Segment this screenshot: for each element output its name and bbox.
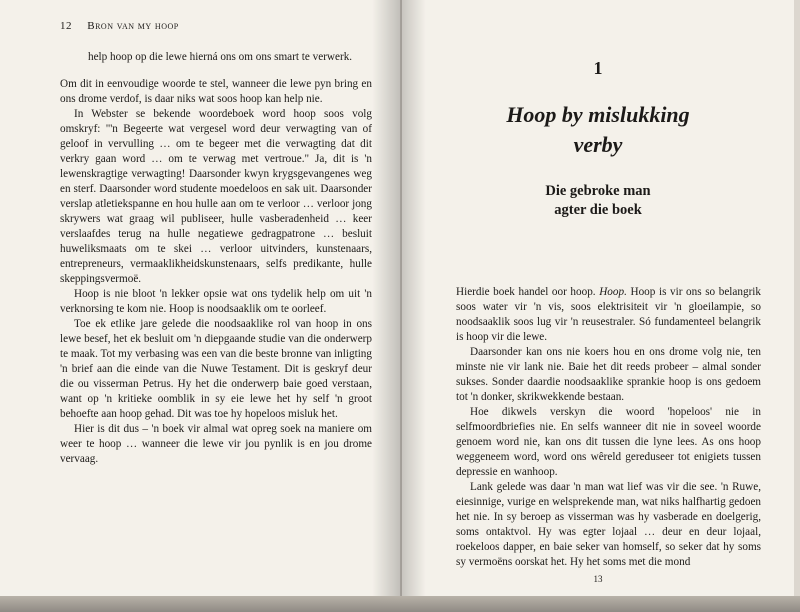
left-paragraph: Toe ek etlike jare gelede die noodsaaklike rol van hoop in ons lewe besef, het ek besluit om 'n diepgaande studie van die onderwerp te maak. Tot my verbasing was een van die beste bronne van inligting 'n brief aan die einde van die Nuwe Testament. Dit is geskryf deur die ou visserman Petrus. Hy het die onderwerp baie goed verstaan, want op 'n kritieke oomblik in sy eie lewe het hy self 'n groot behoefte aan hoop gehad. Dit was toe hy hopeloos misluk het. <box>60 318 372 420</box>
right-opening-paragraph <box>456 285 761 345</box>
right-body-text <box>456 285 761 570</box>
running-head-title: Bron van my hoop <box>87 20 179 32</box>
right-paragraph: Hoe dikwels verskyn die woord 'hopeloos' nie in selfmoordbriefies nie. En selfs wanneer dit nie in soveel woorde genoem word nie, kan ons dit tussen die lyne lees. As ons hoop weggeneem word, word ons wêreld gereduseer tot enigiets tussen depressie en wanhoop. <box>456 406 761 478</box>
chapter-subtitle-line-2: agter die boek <box>554 202 642 218</box>
right-paragraph: Lank gelede was daar 'n man wat lief was vir die see. 'n Ruwe, eiesinnige, vurige en welsprekende man, wat niks halfhartig gedoen het nie. In sy beroep as visserman was hy vasberade en doelgerig, soms ontaktvol. Hy was egter lojaal … deur en deur lojaal, roekeloos dapper, en baie seker van homself, so seker dat hy soms sy vermoëns oorskat het. Hy het soms met die mond <box>456 481 761 568</box>
opening-emphasis: Hoop. <box>599 286 627 298</box>
page-edge <box>794 0 800 600</box>
opening-text-rest: Hoop is vir ons so belangrik soos water vir 'n vis, soos elektrisiteit vir 'n gloeilampie, so noodsaaklik soos lug vir 'n reusestraler. Só fundamenteel belangrik is hoop vir die lewe. <box>456 286 761 343</box>
left-paragraph: help hoop op die lewe hierná ons om ons smart te verwerk. <box>88 51 353 63</box>
right-page <box>402 0 794 600</box>
running-header <box>60 20 179 32</box>
scan-bottom-edge <box>0 596 800 612</box>
left-page-number: 12 <box>60 20 72 32</box>
left-paragraph: Hoop is nie bloot 'n lekker opsie wat ons tydelik help om uit 'n verknorsing te kom nie. Hoop is noodsaaklik om te oorleef. <box>60 288 372 315</box>
chapter-title-line-2: verby <box>573 132 623 157</box>
left-page <box>0 0 400 600</box>
left-paragraph: In Webster se bekende woordeboek word hoop soos volg omskryf: "'n Begeerte wat vergesel word deur verwagting van of geloof in vervulling … om te begeer met die verwagting dat dit verkry gaan word … om te verwag met vertroue." Ja, dit is 'n lewenskragtige verwagting! Daarsonder kwyn krygsgevangenes weg en sterf. Daarsonder word studente moedeloos en sak uit. Daarsonder verslap atletiekspanne en hou hulle aan om te verloor … verloor jong skrywers wat graag wil publiseer, hulle vasberadenheid … keer verslaafdes terug na hulle negatiewe gedragpatrone … besluit huweliksmaats om te skei … verloor uitvinders, kunstenaars, entrepreneurs, vermaaklikheidskunstenaars, selfs predikante, hulle skeppingsvermoë. <box>60 108 372 285</box>
gutter-shadow-left <box>372 0 402 600</box>
left-body-text <box>60 50 372 467</box>
chapter-subtitle <box>402 182 794 220</box>
opening-text-start: Hierdie boek handel oor hoop. <box>456 286 600 298</box>
left-paragraph: Om dit in eenvoudige woorde te stel, wanneer die lewe pyn bring en ons drome verdof, is daar niks wat soos hoop kan help nie. <box>60 78 372 105</box>
right-paragraph: Daarsonder kan ons nie koers hou en ons drome volg nie, ten minste nie vir lank nie. Baie het dit reeds probeer – almal sonder sukses. Sonder daardie noodsaaklike sprankie hoop is ons gedoem tot 'n donker, skrikwekkende bestaan. <box>456 346 761 403</box>
right-page-number: 13 <box>593 574 603 584</box>
chapter-subtitle-line-1: Die gebroke man <box>545 183 651 199</box>
left-paragraph: Hier is dit dus – 'n boek vir almal wat opreg soek na maniere om weer te hoop … wanneer die lewe vir jou pynlik is en jou drome vervaag. <box>60 423 372 465</box>
chapter-number: 1 <box>593 58 603 78</box>
gutter-shadow-right <box>402 0 426 600</box>
chapter-title-line-1: Hoop by mislukking <box>506 102 690 127</box>
chapter-title <box>402 100 794 160</box>
